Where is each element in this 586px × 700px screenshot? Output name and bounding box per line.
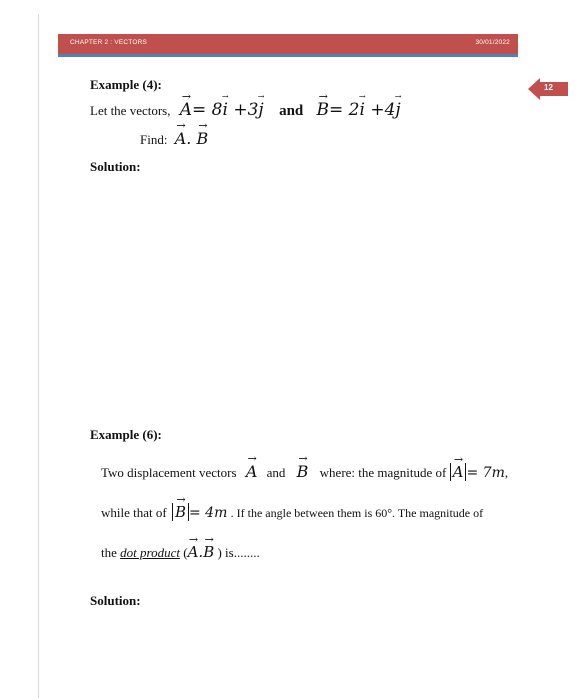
vector-b-coef-j: +4 (370, 100, 396, 120)
vector-a-equation (180, 100, 269, 120)
find-dot: . (186, 129, 192, 148)
example-4-heading: Example (4): (90, 77, 162, 92)
vector-b-symbol-ex6: → B (297, 462, 309, 481)
unit-j-symbol-b: → j (395, 100, 400, 120)
example-6-line-2 (101, 503, 483, 521)
vector-a-symbol-ex6: → A (246, 462, 258, 481)
find-vector-b: → B (196, 129, 208, 148)
line3-open-paren: ( (183, 545, 188, 560)
magnitude-b-symbol: → B (175, 503, 186, 521)
example-4-solution-label: Solution: (90, 159, 141, 174)
vector-a-symbol: → A (180, 100, 192, 120)
magnitude-b-value: = 4m (189, 505, 228, 521)
unit-i-symbol: → i (223, 100, 228, 120)
example-6-heading: Example (6): (90, 427, 162, 442)
vector-b-equation (317, 100, 401, 120)
unit-i-symbol-b: → i (360, 100, 365, 120)
vector-a-coef-j: +3 (233, 100, 259, 120)
line1-and: and (266, 465, 286, 480)
line3-text-a: the (101, 545, 117, 560)
line1-comma: , (504, 465, 509, 480)
example-4-find (140, 129, 208, 148)
line1-where: where: the magnitude of (319, 465, 447, 480)
magnitude-b (172, 503, 189, 521)
magnitude-a-symbol: → A (453, 463, 464, 481)
vector-b-symbol: → B (317, 100, 330, 120)
line3-close: ) is........ (217, 545, 260, 560)
line2-text-b: . If the angle between them is 60°. The magnitude of (230, 506, 484, 520)
page-number: 12 (544, 83, 553, 92)
vector-b-coef-i: = 2 (329, 100, 360, 120)
header-date: 30/01/2022 (475, 39, 510, 46)
statement-prefix: Let the vectors, (90, 103, 171, 118)
example-6-line-1 (101, 462, 508, 481)
line1-text-a: Two displacement vectors (101, 465, 237, 480)
unit-j-symbol: → j (258, 100, 263, 120)
magnitude-a (450, 463, 467, 481)
chapter-header-bar (58, 34, 518, 57)
magnitude-a-value: = 7m (466, 465, 505, 481)
dot-product-link: dot product (120, 545, 180, 560)
dot-vector-b: → B (203, 543, 214, 561)
vector-a-coef-i: = 8 (192, 100, 223, 120)
example-6-line-3: the dot product (→ A.→ B ) is........ (101, 543, 260, 561)
find-label: Find: (140, 132, 168, 147)
line2-text-a: while that of (101, 505, 167, 520)
example-4-statement (90, 100, 401, 120)
example-6-solution-label: Solution: (90, 593, 141, 608)
dot-vector-a: → A (188, 543, 199, 561)
page-number-badge (528, 78, 568, 100)
and-word: and (279, 103, 304, 119)
chapter-title: CHAPTER 2 : VECTORS (70, 39, 148, 46)
find-vector-a: → A (175, 129, 187, 148)
